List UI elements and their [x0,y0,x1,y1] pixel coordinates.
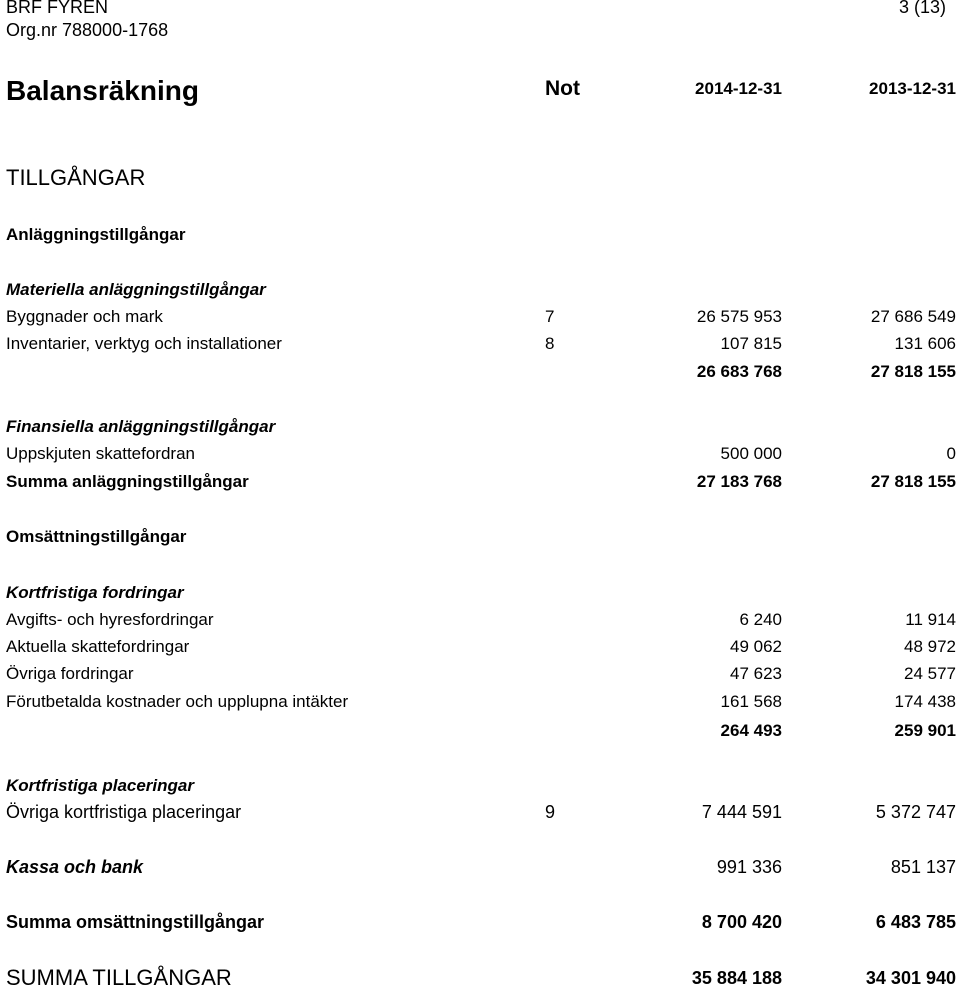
row-value-2013: 131 606 [894,334,956,353]
row-value-2014: 6 240 [739,610,782,629]
summa-value-2013: 6 483 785 [875,912,956,932]
group-heading-omsattning: Omsättningstillgångar [6,527,187,546]
row-value-2013: 24 577 [904,664,956,683]
column-header-2013: 2013-12-31 [869,79,956,98]
subtotal-2013: 27 818 155 [870,362,956,381]
summa-tillgangar-label: SUMMA TILLGÅNGAR [6,965,232,990]
row-label: Förutbetalda kostnader och upplupna intäkter [6,692,349,711]
row-label: Avgifts- och hyresfordringar [6,610,214,629]
org-name: BRF FYREN [6,0,109,17]
kassa-label: Kassa och bank [6,857,144,877]
section-heading-tillgangar: TILLGÅNGAR [6,165,146,190]
row-label: Övriga kortfristiga placeringar [6,802,242,822]
row-value-2014: 107 815 [720,334,782,353]
summa-tillgangar-2014: 35 884 188 [691,968,782,988]
row-label: Uppskjuten skattefordran [6,444,195,463]
org-number: Org.nr 788000-1768 [6,20,169,40]
subtotal-2013: 259 901 [894,721,956,740]
row-not: 7 [545,307,555,326]
row-label: Aktuella skattefordringar [6,637,190,656]
summa-label: Summa anläggningstillgångar [6,472,249,491]
row-value-2014: 7 444 591 [701,802,782,822]
row-value-2014: 161 568 [720,692,782,711]
summa-value-2013: 27 818 155 [870,472,956,491]
summa-value-2014: 27 183 768 [696,472,782,491]
subgroup-heading-finansiella: Finansiella anläggningstillgångar [6,417,276,436]
kassa-value-2014: 991 336 [716,857,782,877]
row-not: 9 [545,802,556,822]
row-value-2014: 500 000 [720,444,782,463]
subtotal-2014: 264 493 [720,721,782,740]
column-header-2014: 2014-12-31 [695,79,782,98]
group-heading-anlaggning: Anläggningstillgångar [6,225,186,244]
row-not: 8 [545,334,555,353]
row-value-2013: 0 [946,444,956,463]
kassa-value-2013: 851 137 [890,857,956,877]
row-value-2013: 27 686 549 [870,307,956,326]
row-value-2014: 47 623 [730,664,782,683]
row-label: Byggnader och mark [6,307,163,326]
page-number: 3 (13) [898,0,946,17]
row-value-2013: 5 372 747 [875,802,956,822]
row-value-2013: 48 972 [904,637,956,656]
row-value-2014: 49 062 [730,637,782,656]
page-title: Balansräkning [6,75,199,106]
row-label: Övriga fordringar [6,664,134,683]
row-value-2013: 11 914 [905,610,956,629]
column-header-not: Not [545,77,580,100]
subgroup-heading-placeringar: Kortfristiga placeringar [6,776,194,795]
summa-tillgangar-2013: 34 301 940 [865,968,956,988]
row-value-2013: 174 438 [894,692,956,711]
summa-label: Summa omsättningstillgångar [6,912,265,932]
subgroup-heading-fordringar: Kortfristiga fordringar [6,583,184,602]
row-value-2014: 26 575 953 [696,307,782,326]
subgroup-heading-materiella: Materiella anläggningstillgångar [6,280,266,299]
subtotal-2014: 26 683 768 [696,362,782,381]
summa-value-2014: 8 700 420 [701,912,782,932]
row-label: Inventarier, verktyg och installationer [6,334,282,353]
